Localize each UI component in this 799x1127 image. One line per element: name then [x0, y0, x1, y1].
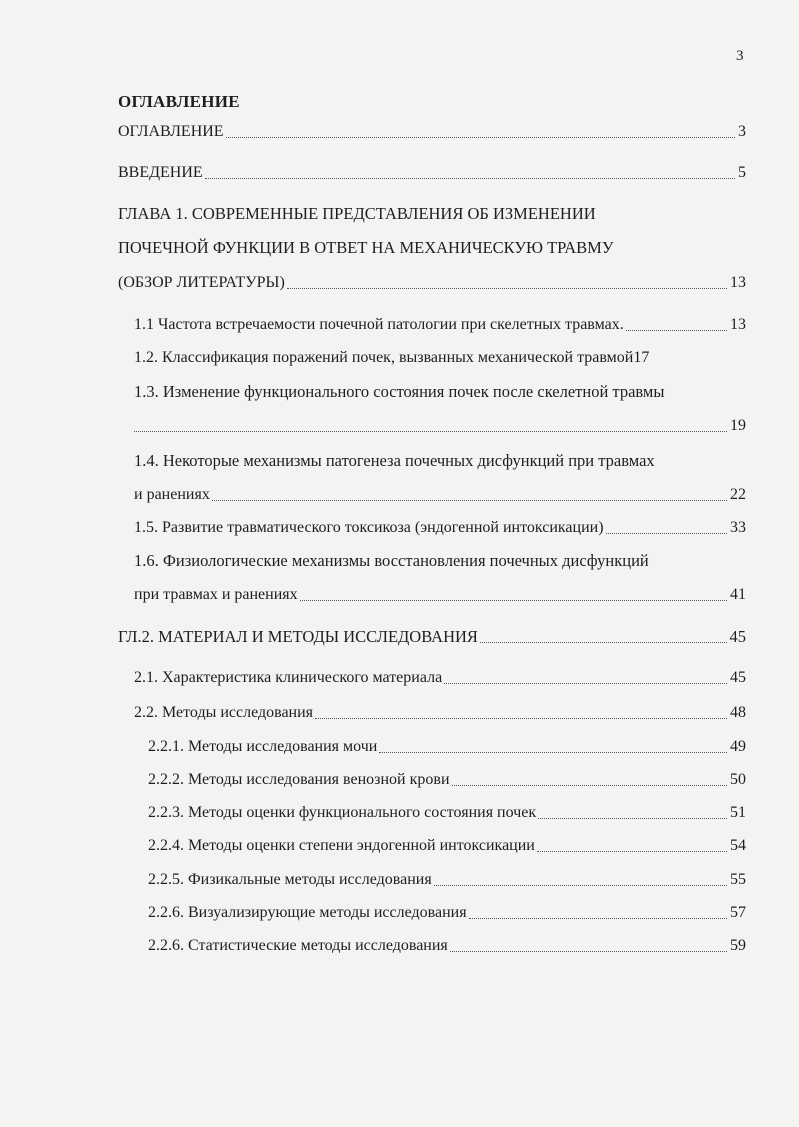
page-number: 3	[736, 48, 744, 64]
dot-leader	[469, 917, 727, 919]
dot-leader	[226, 136, 735, 138]
toc-entry-page: 3	[738, 123, 746, 140]
dot-leader	[444, 682, 727, 684]
toc-entry[interactable]	[134, 348, 746, 368]
dot-leader	[450, 950, 727, 952]
toc-entry-title: 1.5. Развитие травматического токсикоза (эндогенной интоксикации)	[134, 519, 604, 536]
toc-entry-page: 51	[730, 804, 746, 821]
toc-entry-page: 41	[730, 586, 746, 603]
toc-entry-page: 54	[730, 837, 746, 854]
toc-heading: ОГЛАВЛЕНИЕ	[118, 92, 240, 111]
dot-leader	[537, 850, 727, 852]
dot-leader	[452, 784, 728, 786]
toc-entry-title: 2.1. Характеристика клинического материала	[134, 669, 443, 686]
toc-entry[interactable]	[148, 836, 746, 856]
toc-entry-page: 13	[730, 316, 746, 333]
dot-leader	[626, 329, 727, 331]
s1_4-line1: 1.4. Некоторые механизмы патогенеза почечных дисфункций при травмах	[134, 451, 655, 470]
toc-entry-title: ВВЕДЕНИЕ	[118, 164, 203, 181]
toc-entry[interactable]	[134, 485, 746, 505]
toc-entry-title: 2.2.1. Методы исследования мочи	[148, 738, 378, 755]
toc-entry[interactable]	[134, 416, 746, 436]
toc-entry[interactable]	[134, 585, 746, 605]
toc-entry-title: при травмах и ранениях	[134, 586, 298, 603]
dot-leader	[212, 499, 727, 501]
toc-entry-page: 45	[730, 669, 746, 686]
toc-entry-page: 17	[633, 349, 650, 366]
toc-entry-title: 2.2.2. Методы исследования венозной крови	[148, 771, 450, 788]
s1_6-line1: 1.6. Физиологические механизмы восстановления почечных дисфункций	[134, 551, 649, 570]
dot-leader	[315, 717, 727, 719]
toc-entry[interactable]	[134, 668, 746, 688]
toc-entry-title: 2.2.6. Визуализирующие методы исследования	[148, 904, 467, 921]
toc-entry-title: (ОБЗОР ЛИТЕРАТУРЫ)	[118, 274, 285, 291]
toc-entry-page: 5	[738, 164, 746, 181]
toc-entry-title: 1.2. Классификация поражений почек, вызванных механической травмой	[134, 349, 634, 366]
toc-entry-page: 48	[730, 704, 746, 721]
toc-entry[interactable]	[134, 703, 746, 723]
toc-entry-chapter2[interactable]	[118, 627, 746, 647]
toc-entry-page: 50	[730, 771, 746, 788]
toc-entry-title: 2.2.4. Методы оценки степени эндогенной интоксикации	[148, 837, 535, 854]
chapter1-line1: ГЛАВА 1. СОВРЕМЕННЫЕ ПРЕДСТАВЛЕНИЯ ОБ ИЗМЕНЕНИИ	[118, 204, 596, 223]
toc-entry-title: ОГЛАВЛЕНИЕ	[118, 123, 224, 140]
toc-entry[interactable]	[134, 518, 746, 538]
toc-entry[interactable]	[148, 870, 746, 890]
toc-entry[interactable]	[134, 315, 746, 335]
dot-leader	[434, 884, 727, 886]
toc-entry-page: 33	[730, 519, 746, 536]
toc-entry[interactable]	[118, 122, 746, 142]
dot-leader	[205, 177, 735, 179]
dot-leader	[606, 532, 727, 534]
toc-entry[interactable]	[148, 936, 746, 956]
toc-entry[interactable]	[148, 737, 746, 757]
dot-leader	[480, 641, 727, 643]
toc-entry-chapter1[interactable]	[118, 273, 746, 293]
s1_3-line1: 1.3. Изменение функционального состояния почек после скелетной травмы	[134, 382, 665, 401]
toc-entry-page: 49	[730, 738, 746, 755]
toc-entry-page: 55	[730, 871, 746, 888]
dot-leader	[538, 817, 727, 819]
toc-entry[interactable]	[148, 803, 746, 823]
dot-leader	[379, 751, 727, 753]
toc-entry-title: 2.2. Методы исследования	[134, 704, 314, 721]
dot-leader	[300, 599, 727, 601]
toc-entry-title: 2.2.3. Методы оценки функционального состояния почек	[148, 804, 537, 821]
dot-leader	[287, 287, 727, 289]
toc-entry-title: 1.1 Частота встречаемости почечной патологии при скелетных травмах.	[134, 316, 624, 333]
toc-entry[interactable]	[148, 903, 746, 923]
toc-entry[interactable]	[118, 163, 746, 183]
toc-entry-page: 57	[730, 904, 746, 921]
toc-entry[interactable]	[148, 770, 746, 790]
toc-entry-page: 13	[730, 274, 746, 291]
chapter1-line2: ПОЧЕЧНОЙ ФУНКЦИИ В ОТВЕТ НА МЕХАНИЧЕСКУЮ ТРАВМУ	[118, 238, 614, 257]
toc-entry-page: 22	[730, 486, 746, 503]
toc-entry-title: ГЛ.2. МАТЕРИАЛ И МЕТОДЫ ИССЛЕДОВАНИЯ	[118, 627, 478, 646]
toc-entry-page: 19	[730, 417, 746, 434]
toc-entry-page: 59	[730, 937, 746, 954]
toc-entry-title: 2.2.5. Физикальные методы исследования	[148, 871, 432, 888]
dot-leader	[134, 430, 727, 432]
toc-entry-title: и ранениях	[134, 486, 210, 503]
toc-entry-title: 2.2.6. Статистические методы исследования	[148, 937, 448, 954]
toc-entry-page: 45	[729, 627, 746, 646]
